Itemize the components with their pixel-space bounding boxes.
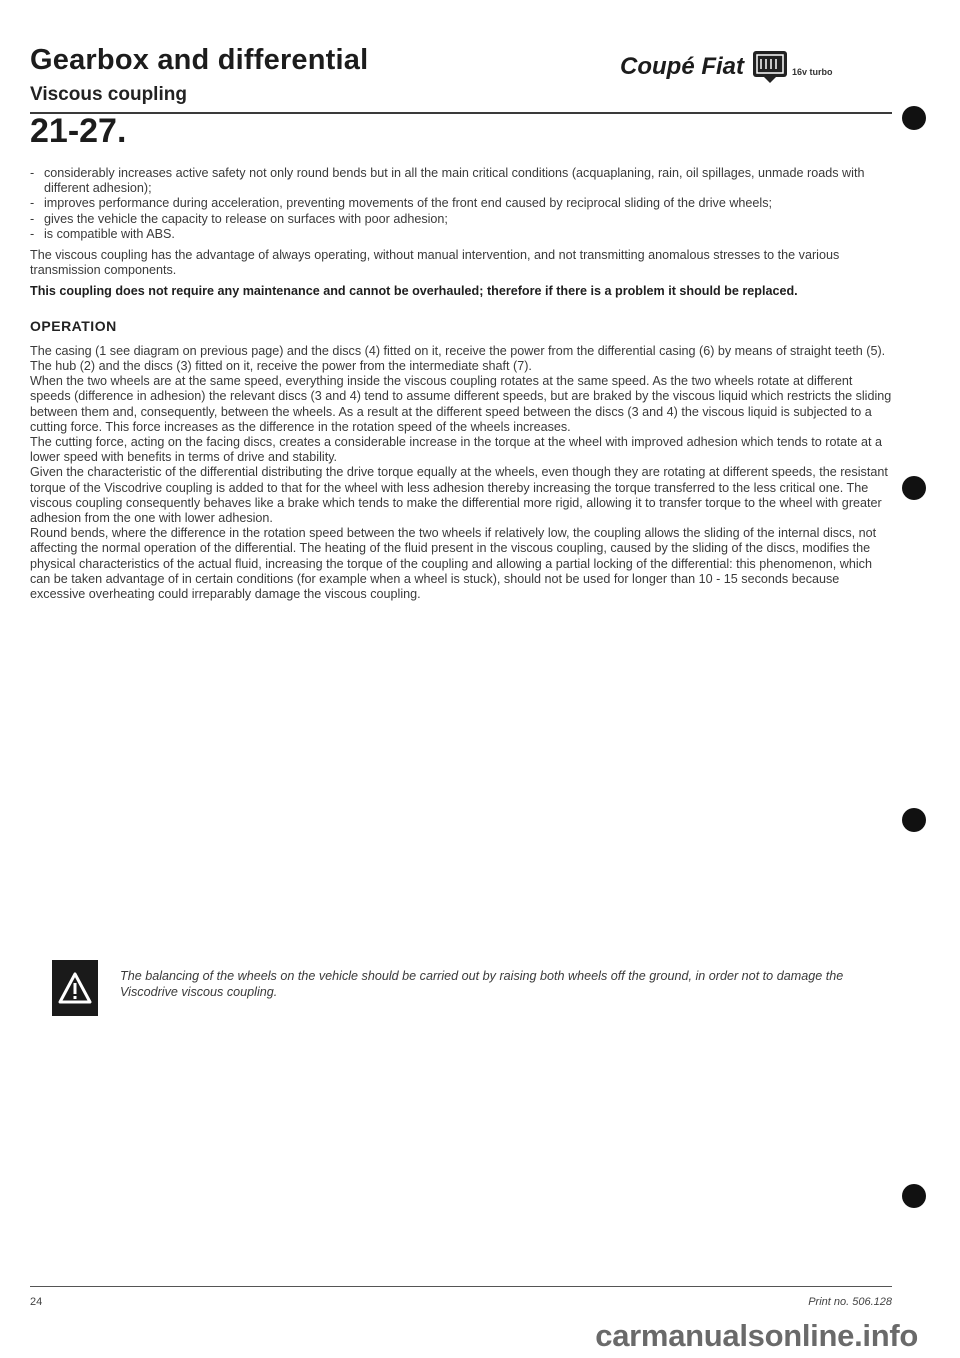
operation-paragraph: The casing (1 see diagram on previous page) and the discs (4) fitted on it, receive the power from the differential casing (6) by means of straight teeth (5).	[30, 343, 886, 358]
list-item: - gives the vehicle the capacity to release on surfaces with poor adhesion;	[30, 212, 892, 227]
brand-tag: 16v turbo	[792, 67, 833, 77]
fiat-logo-icon	[750, 50, 790, 84]
binder-hole	[902, 106, 926, 130]
operation-paragraph: The hub (2) and the discs (3) fitted on it, receive the power from the intermediate shaft (7).	[30, 359, 532, 374]
binder-hole	[902, 808, 926, 832]
print-number: Print no. 506.128	[808, 1296, 892, 1308]
binder-hole	[902, 476, 926, 500]
page-title: Gearbox and differential	[30, 44, 369, 76]
maintenance-notice: This coupling does not require any maintenance and cannot be overhauled; therefore if there is a problem it should be replaced.	[30, 284, 798, 299]
operation-body	[30, 344, 892, 602]
operation-heading: OPERATION	[30, 317, 117, 334]
operation-paragraph: When the two wheels are at the same speed, everything inside the viscous coupling rotates at the same speed. As the two wheels rotate at different speeds (difference in adhesion) the relevant discs (3 and 4) tend to assume different speeds, but are braked by the viscous liquid which restricts the sliding between them and, consequently, between the wheels. As a result at the different speed between the discs (3 and 4) the viscous liquid is subjected to a cutting force. This force increases as the difference in the rotation speed of the wheels increases.	[30, 374, 892, 434]
page-subtitle: Viscous coupling	[30, 84, 187, 105]
list-item: - considerably increases active safety not only round bends but in all the main critical conditions (acquaplaning, rain, oil spillages, unmade roads with different adhesion);	[30, 166, 892, 196]
brand-block	[620, 50, 833, 84]
body-text	[30, 166, 892, 602]
operation-paragraph: Given the characteristic of the differential distributing the drive torque equally at the wheels, even though they are rotating at different speeds, the resistant torque of the Viscodrive coupling is added to that for the wheel with less adhesion thereby increasing the torque transferred to the less critical one. The viscous coupling consequently behaves like a brake which tends to make the differential more rigid, allowing it to transfer torque to the wheel with greater adhesion from the one with lower adhesion.	[30, 465, 888, 526]
intro-paragraph: The viscous coupling has the advantage of always operating, without manual intervention, and not transmitting anomalous stresses to the various transmission components.	[30, 248, 840, 278]
watermark: carmanualsonline.info	[595, 1318, 918, 1353]
brand-name: Coupé Fiat	[620, 53, 744, 80]
list-item: - improves performance during acceleration, preventing movements of the front end caused by reciprocal sliding of the drive wheels;	[30, 196, 892, 211]
footer-rule	[30, 1286, 892, 1287]
warning-note	[52, 960, 892, 1016]
list-item: - is compatible with ABS.	[30, 227, 892, 242]
section-number: 21-27.	[30, 112, 127, 150]
operation-paragraph: Round bends, where the difference in the rotation speed between the two wheels if relatively low, the coupling allows the sliding of the internal discs, not affecting the normal operation of the differential. The heating of the fluid present in the viscous coupling, caused by the sliding of the discs, modifies the physical characteristics of the actual fluid, increasing the torque of the coupling and allowing a partial locking of the differential: this phenomenon, which can be taken advantage of in certain conditions (for example when a wheel is stuck), should not be used for longer than 10 - 15 seconds because excessive overheating could irreparably damage the viscous coupling.	[30, 526, 877, 602]
benefit-list	[30, 166, 892, 242]
header-rule	[30, 112, 892, 114]
binder-hole	[902, 1184, 926, 1208]
warning-text: The balancing of the wheels on the vehicle should be carried out by raising both wheels off the ground, in order not to damage the Viscodrive viscous coupling.	[120, 969, 844, 999]
warning-triangle-icon	[52, 960, 98, 1016]
page-number: 24	[30, 1296, 43, 1308]
operation-paragraph: The cutting force, acting on the facing discs, creates a considerable increase in the torque at the wheel with improved adhesion which tends to rotate at a lower speed with benefits in terms of drive and stability.	[30, 435, 882, 465]
